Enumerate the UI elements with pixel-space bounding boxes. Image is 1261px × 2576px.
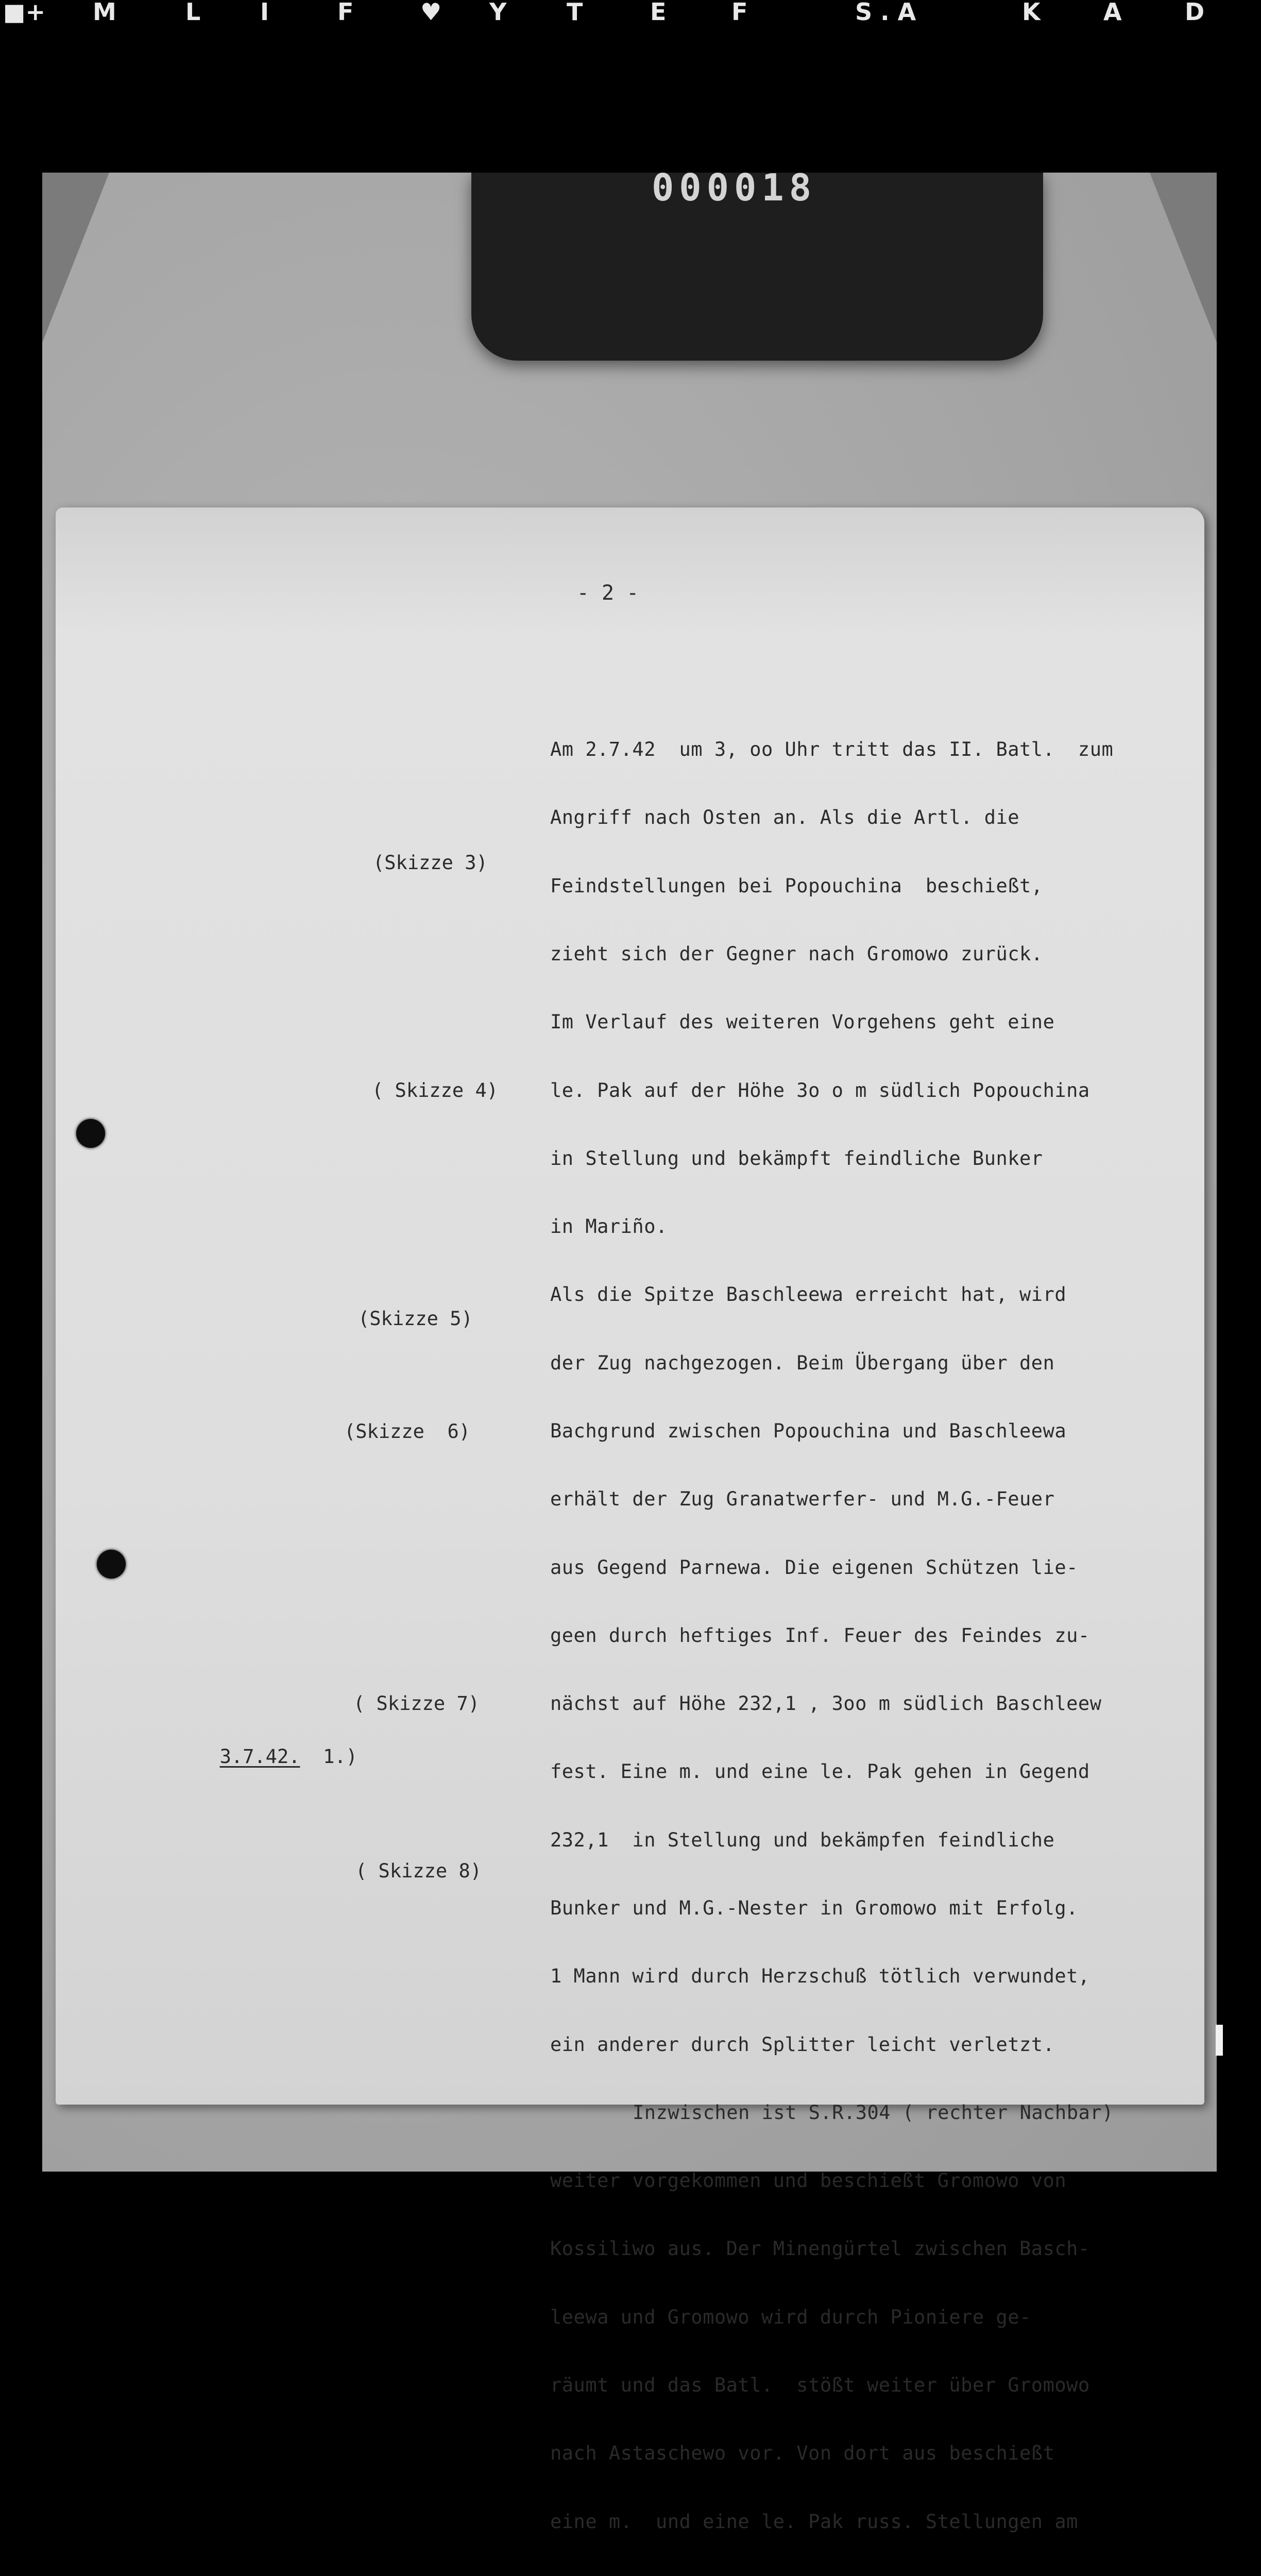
skizze-label: ( Skizze 4) — [372, 1079, 499, 1101]
film-strip-letter: E — [650, 0, 667, 26]
text-line: Bunker und M.G.-Nester in Gromowo mit Erfolg. — [550, 1896, 1078, 1919]
text-line: Angriff nach Osten an. Als die Artl. die — [550, 806, 1020, 829]
text-line: Inzwischen ist S.R.304 ( rechter Nachbar) — [633, 2101, 1114, 2124]
text-line: nach Astaschewo vor. Von dort aus beschießt — [550, 2442, 1055, 2465]
text-line: Kossiliwo aus. Der Minengürtel zwischen Basch- — [550, 2238, 1090, 2260]
text-line: zieht sich der Gegner nach Gromowo zurück. — [550, 943, 1043, 965]
text-line: räumt und das Batl. stößt weiter über Gromowo — [550, 2374, 1090, 2396]
film-strip-letter: K — [1022, 0, 1041, 26]
skizze-label: (Skizze 5) — [358, 1308, 473, 1330]
folder-corner-right — [1150, 173, 1217, 343]
folder-corner-left — [42, 173, 109, 343]
text-line: Am 2.7.42 um 3, oo Uhr tritt das II. Batl. zum — [550, 738, 1114, 761]
punch-hole — [76, 1119, 105, 1148]
text-line: Im Verlauf des weiteren Vorgehens geht eine — [550, 1011, 1055, 1033]
film-strip-letter: F — [337, 0, 354, 26]
film-strip-header — [0, 0, 1261, 31]
text-line: Bachgrund zwischen Popouchina und Baschleewa — [550, 1420, 1067, 1442]
archive-stamp-number: 000018 — [651, 166, 817, 209]
entry-date: 3.7.42. — [219, 1745, 300, 1768]
film-strip-letter: D — [1185, 0, 1205, 26]
date-entry — [197, 1723, 357, 1768]
text-line: le. Pak auf der Höhe 3o o m südlich Popouchina — [550, 1079, 1090, 1101]
report-body — [550, 693, 1220, 2576]
skizze-label: (Skizze 3) — [373, 852, 488, 874]
punch-hole — [97, 1550, 126, 1579]
text-line: ein anderer durch Splitter leicht verletzt. — [550, 2033, 1055, 2056]
text-line: Feindstellungen bei Popouchina beschießt, — [550, 874, 1043, 897]
skizze-label: (Skizze 6) — [344, 1420, 471, 1443]
skizze-label: ( Skizze 7) — [353, 1692, 480, 1715]
text-line: nächst auf Höhe 232,1 , 3oo m südlich Baschleew — [550, 1692, 1102, 1715]
film-strip-letter: F — [731, 0, 748, 26]
film-strip-letter: S . A — [855, 0, 916, 26]
film-strip-letter: I — [260, 0, 269, 26]
text-line: leewa und Gromowo wird durch Pioniere ge- — [550, 2306, 1031, 2328]
text-line: in Stellung und bekämpft feindliche Bunker — [550, 1147, 1043, 1170]
text-line: in Mariño. — [550, 1215, 668, 1238]
margin-mark — [1216, 2025, 1223, 2056]
text-line: der Zug nachgezogen. Beim Übergang über den — [550, 1351, 1055, 1374]
film-strip-letter: M — [93, 0, 116, 26]
heart-icon: ♥ — [420, 0, 442, 26]
page-number: - 2 - — [576, 581, 639, 605]
entry-item-number: 1.) — [323, 1745, 357, 1768]
film-strip-letter: A — [1103, 0, 1122, 26]
text-line: eine m. und eine le. Pak russ. Stellungen am — [550, 2510, 1078, 2533]
text-line: 232,1 in Stellung und bekämpfen feindliche — [550, 1828, 1055, 1851]
text-line: aus Gegend Parnewa. Die eigenen Schützen lie- — [550, 1556, 1078, 1579]
text-line: weiter vorgekommen und beschießt Gromowo von — [550, 2170, 1067, 2192]
film-strip-letter: L — [185, 0, 201, 26]
text-line: fest. Eine m. und eine le. Pak gehen in Gegend — [550, 1760, 1090, 1783]
film-strip-letter: ■+ — [3, 0, 46, 26]
skizze-label: ( Skizze 8) — [355, 1860, 482, 1882]
text-line: geen durch heftiges Inf. Feuer des Feindes zu- — [550, 1624, 1090, 1647]
text-line: erhält der Zug Granatwerfer- und M.G.-Feuer — [550, 1488, 1055, 1511]
film-strip-letter: T — [567, 0, 583, 26]
film-strip-letter: Y — [489, 0, 507, 26]
text-line: 1 Mann wird durch Herzschuß tötlich verwundet, — [550, 1965, 1090, 1988]
text-line: Als die Spitze Baschleewa erreicht hat, wird — [550, 1283, 1067, 1306]
